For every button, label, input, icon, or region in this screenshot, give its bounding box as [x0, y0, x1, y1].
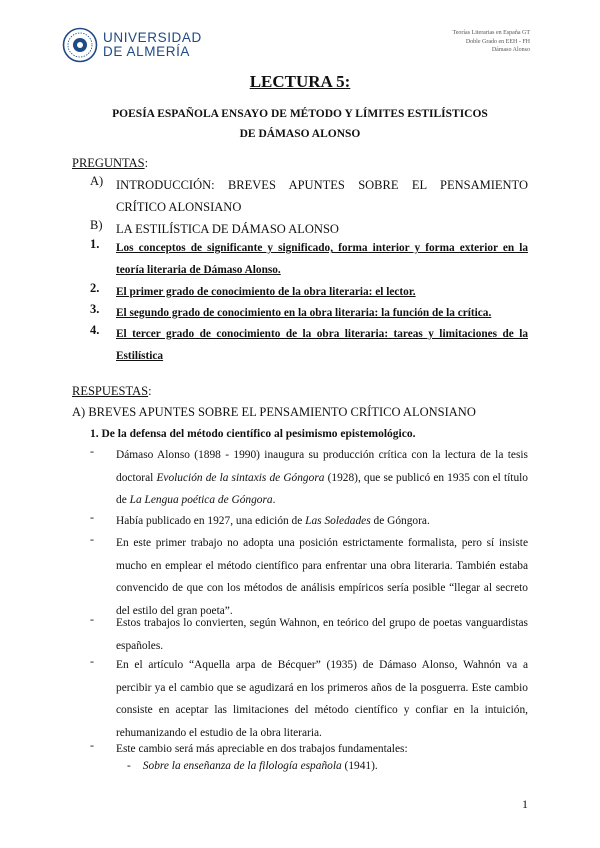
- question-text: Los conceptos de significante y significado, forma interior y forma exterior en la teoría literaria de Dámaso Alonso.: [116, 242, 528, 276]
- section-a-heading: A) BREVES APUNTES SOBRE EL PENSAMIENTO CRÍTICO ALONSIANO: [72, 405, 476, 419]
- bullet-dash: -: [90, 654, 94, 668]
- work-title: Las Soledades: [305, 515, 371, 527]
- page-number: 1: [522, 797, 528, 811]
- question-marker: 4.: [90, 323, 100, 337]
- bullet-dash: -: [90, 738, 94, 752]
- question-marker: 1.: [90, 237, 100, 251]
- bullet-text: Dámaso Alonso (1898 - 1990) inaugura su producción crítica con la lectura de la tesis doctoral Evolución de la sintaxis de Góngora (1928), que se publicó en 1935 con el título de La Lengua poética de Góngora.: [116, 449, 528, 506]
- bullet-text: Estos trabajos lo convierten, según Wahnon, en teórico del grupo de poetas vanguardistas españoles.: [116, 617, 528, 652]
- university-logo: [62, 27, 202, 63]
- work-title: Sobre la enseñanza de la filología española: [142, 760, 342, 772]
- respuestas-heading: RESPUESTAS:: [72, 384, 152, 398]
- course-line: Teorías Literarias en España GT: [452, 30, 530, 36]
- question-marker: A): [90, 174, 104, 188]
- work-title: Evolución de la sintaxis de Góngora: [156, 471, 325, 484]
- question-text: El tercer grado de conocimiento de la obra literaria: tareas y limitaciones de la Estilística: [116, 328, 528, 362]
- question-marker: 2.: [90, 281, 100, 295]
- subtitle-line-1: POESÍA ESPAÑOLA ENSAYO DE MÉTODO Y LÍMITES ESTILÍSTICOS: [112, 108, 488, 120]
- question-text: INTRODUCCIÓN: BREVES APUNTES SOBRE EL PENSAMIENTO CRÍTICO ALONSIANO: [116, 178, 528, 214]
- bullet-text: Este cambio será más apreciable en dos trabajos fundamentales:: [116, 743, 408, 755]
- bullet-dash: -: [90, 444, 94, 458]
- subtitle-line-2: DE DÁMASO ALONSO: [239, 128, 361, 140]
- course-line: Doble Grado en EEH - FH: [465, 38, 530, 45]
- question-text: El segundo grado de conocimiento en la obra literaria: la función de la crítica.: [116, 307, 492, 319]
- bullet-dash: -: [90, 532, 94, 546]
- bullet-dash: -: [90, 612, 94, 626]
- question-marker: 3.: [90, 302, 100, 316]
- course-info: [452, 29, 530, 55]
- preguntas-heading: PREGUNTAS:: [72, 156, 149, 170]
- question-marker: B): [90, 218, 103, 232]
- bullet-text: En el artículo “Aquella arpa de Bécquer” (1935) de Dámaso Alonso, Wahnón va a percibir ya el cambio que se agudizará en los primeros años de la posguerra. Este cambio consiste en aceptar las limitaciones del método científico y confiar en la intuición, rehumanizando el estudio de la obra literaria.: [116, 659, 528, 739]
- university-seal-icon: [62, 27, 98, 63]
- sub-bullet-item: - Sobre la enseñanza de la filología española (1941).: [127, 760, 378, 772]
- question-text: El primer grado de conocimiento de la obra literaria: el lector.: [116, 286, 416, 298]
- page-title: LECTURA 5:: [249, 72, 351, 91]
- university-name: UNIVERSIDAD DE ALMERÍA: [103, 30, 202, 59]
- bullet-text: Había publicado en 1927, una edición de Las Soledades de Góngora.: [116, 515, 430, 527]
- course-line: Dámaso Alonso: [491, 47, 530, 53]
- bullet-text: En este primer trabajo no adopta una posición estrictamente formalista, pero sí insiste mucho en emplear el método científico para enfrentar una obra literaria. También estaba convencido de que con los métodos de análisis empíricos sería posible “llegar al secreto del estilo del gran poeta”.: [116, 537, 528, 617]
- question-text: LA ESTILÍSTICA DE DÁMASO ALONSO: [116, 222, 339, 236]
- sub-bullet-dash: -: [127, 760, 131, 772]
- work-title: La Lengua poética de Góngora: [129, 494, 273, 506]
- bullet-dash: -: [90, 510, 94, 524]
- subheading-1: 1. De la defensa del método científico al pesimismo epistemológico.: [90, 428, 416, 440]
